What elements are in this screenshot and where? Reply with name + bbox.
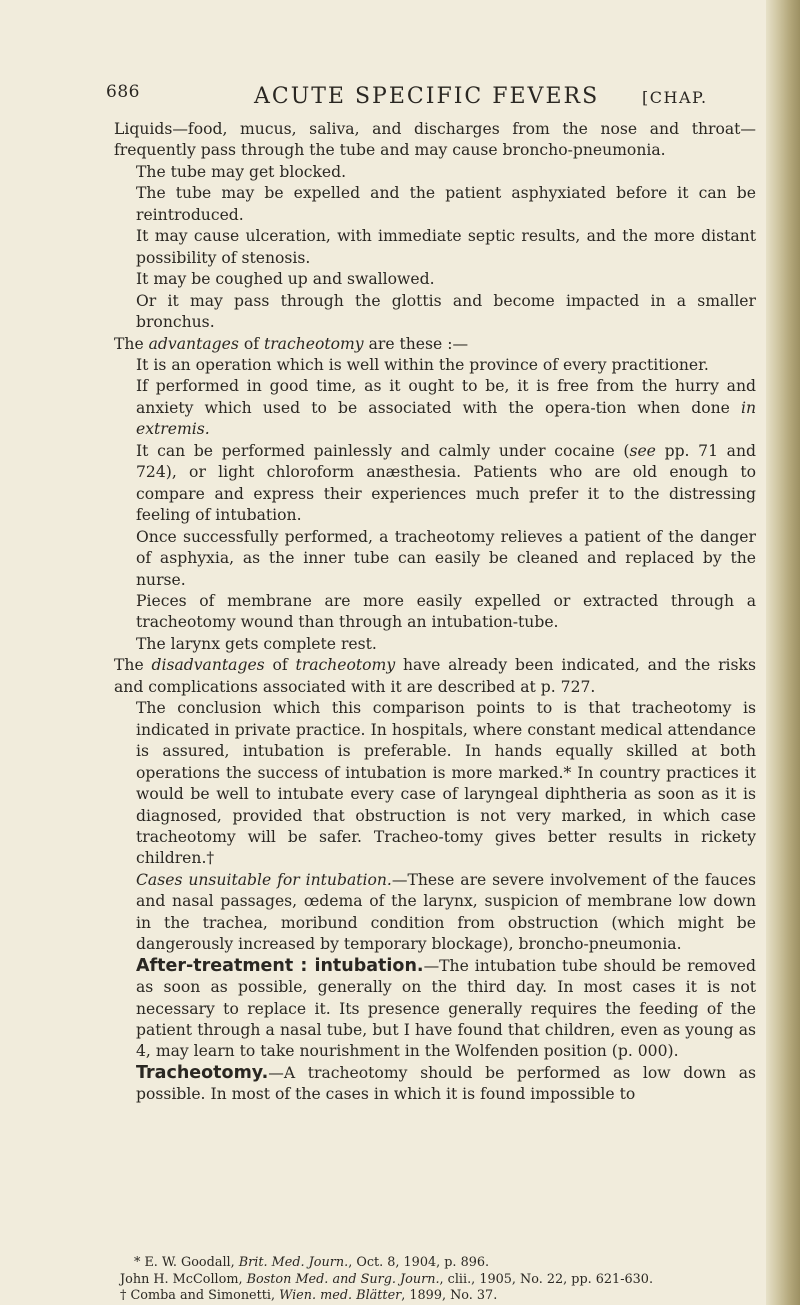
advantage-item: Once successfully performed, a tracheotomy relieves a patient of the danger of asphyxia, as the inner tube can easily be cleaned and replaced by the nurse.	[136, 527, 756, 589]
advantage-item: It is an operation which is well within the province of every practitioner.	[136, 355, 709, 374]
tracheotomy-paragraph: Tracheotomy.—A tracheotomy should be performed as low down as possible. In most of the cases in which it is found impossible to	[136, 1062, 756, 1104]
paragraph: Or it may pass through the glottis and become impacted in a smaller bronchus.	[136, 291, 756, 332]
body-text	[114, 119, 756, 1106]
paragraph: The tube may be expelled and the patient asphyxiated before it can be reintroduced.	[136, 184, 756, 224]
disadvantages-paragraph: The disadvantages of tracheotomy have already been indicated, and the risks and complications associated with it are described at p. 727.	[114, 656, 756, 696]
paragraph: It may be coughed up and swallowed.	[136, 270, 435, 289]
page-number: 686	[106, 82, 140, 102]
page-edge-shadow	[766, 0, 800, 1305]
tracheotomy-heading: Tracheotomy.	[136, 1062, 269, 1083]
after-treatment-paragraph: After-treatment : intubation.—The intubation tube should be removed as soon as possible, generally on the third day. In most cases it is not necessary to replace it. Its presence generally requires the feeding of the patient through a nasal tube, but I have found that children, even as young as 4, may learn to take nourishment in the Wolfenden position (p. 000).	[136, 955, 756, 1061]
unsuitable-cases-paragraph: Cases unsuitable for intubation.—These are severe involvement of the fauces and nasal passages, œdema of the larynx, suspicion of membrane low down in the trachea, moribund condition from obstruction (which might be dangerously increased by temporary blockage), broncho-pneumonia.	[136, 870, 756, 954]
paragraph: The tube may get blocked.	[136, 162, 347, 181]
running-head: ACUTE SPECIFIC FEVERS	[254, 84, 600, 109]
paragraph: Liquids—food, mucus, saliva, and discharges from the nose and throat—frequently pass through the tube and may cause broncho-pneumonia.	[114, 120, 756, 160]
advantage-item: If performed in good time, as it ought to be, it is free from the hurry and anxiety which used to be associated with the opera-tion when done in extremis.	[136, 377, 756, 439]
footnote: † Comba and Simonetti, Wien. med. Blätter, 1899, No. 37.	[120, 1288, 498, 1304]
conclusion-paragraph: The conclusion which this comparison points to is that tracheotomy is indicated in private practice. In hospitals, where constant medical attendance is assured, intubation is preferable. In hands equally skilled at both operations the success of intubation is more marked.* In country practices it would be well to intubate every case of laryngeal diphtheria as soon as it is diagnosed, provided that obstruction is not very marked, in which case tracheotomy will be safer. Tracheo-tomy gives better results in rickety children.†	[136, 699, 756, 868]
page-header	[106, 84, 766, 124]
advantage-item: The larynx gets complete rest.	[136, 634, 377, 653]
footnote: John H. McCollom, Boston Med. and Surg. Journ., clii., 1905, No. 22, pp. 621-630.	[120, 1271, 654, 1287]
footnote: * E. W. Goodall, Brit. Med. Journ., Oct. 8, 1904, p. 896.	[134, 1255, 490, 1270]
chapter-mark: [CHAP.	[642, 88, 708, 107]
advantages-intro: The advantages of tracheotomy are these :—	[114, 334, 469, 353]
after-treatment-heading: After-treatment : intubation.	[136, 955, 424, 976]
advantage-item: It can be performed painlessly and calmly under cocaine (see pp. 71 and 724), or light chloroform anæsthesia. Patients who are old enough to compare and express their experiences much prefer it to the distressing feeling of intubation.	[136, 441, 756, 525]
paragraph: It may cause ulceration, with immediate septic results, and the more distant possibility of stenosis.	[136, 227, 756, 267]
footnotes	[114, 1255, 756, 1305]
advantage-item: Pieces of membrane are more easily expelled or extracted through a tracheotomy wound than through an intubation-tube.	[136, 591, 756, 632]
